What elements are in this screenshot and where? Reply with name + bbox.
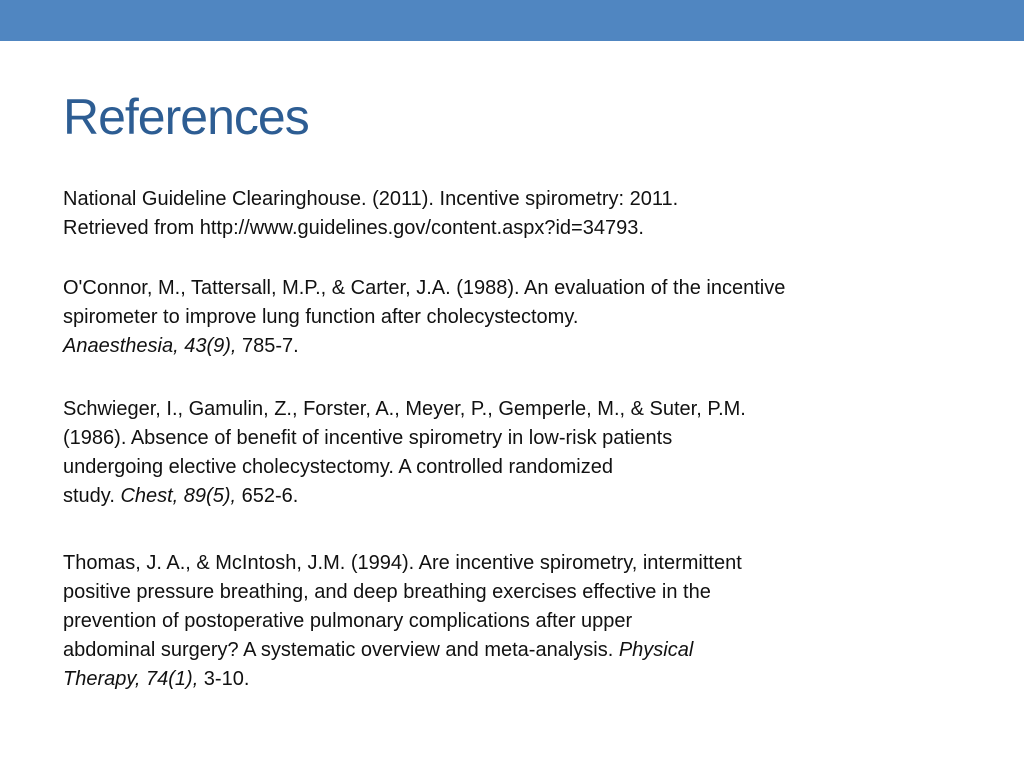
reference-line: Schwieger, I., Gamulin, Z., Forster, A., Meyer, P., Gemperle, M., & Suter, P.M.: [63, 398, 746, 420]
reference-line: [63, 332, 963, 361]
reference-line: prevention of postoperative pulmonary complications after upper: [63, 610, 633, 632]
reference-line: Thomas, J. A., & McIntosh, J.M. (1994). Are incentive spirometry, intermittent: [63, 552, 742, 574]
reference-line: spirometer to improve lung function after cholecystectomy.: [63, 306, 579, 328]
journal-title: Anaesthesia, 43(9),: [63, 335, 237, 357]
journal-title: Physical: [618, 639, 694, 661]
reference-text: abdominal surgery? A systematic overview and meta-analysis.: [63, 639, 619, 661]
reference-entry: [63, 549, 963, 694]
reference-entry: [63, 274, 963, 361]
journal-title: Chest, 89(5),: [120, 485, 237, 507]
reference-line: (1986). Absence of benefit of incentive spirometry in low-risk patients: [63, 427, 673, 449]
page-range: 3-10.: [198, 668, 250, 690]
reference-line: [63, 482, 963, 511]
reference-line: [63, 665, 963, 694]
reference-list: [63, 185, 963, 725]
page-range: 785-7.: [236, 335, 299, 357]
reference-line: positive pressure breathing, and deep breathing exercises effective in the: [63, 581, 711, 603]
reference-line: National Guideline Clearinghouse. (2011). Incentive spirometry: 2011.: [63, 188, 679, 210]
reference-text: study.: [63, 485, 121, 507]
reference-entry: [63, 185, 963, 243]
page-range: 652-6.: [236, 485, 299, 507]
reference-line: undergoing elective cholecystectomy. A controlled randomized: [63, 456, 613, 478]
slide-title: References: [63, 89, 309, 145]
journal-title: Therapy, 74(1),: [63, 668, 199, 690]
top-accent-bar: [0, 0, 1024, 41]
reference-line: [63, 636, 963, 665]
reference-line: Retrieved from http://www.guidelines.gov/content.aspx?id=34793.: [63, 217, 644, 239]
reference-line: O'Connor, M., Tattersall, M.P., & Carter, J.A. (1988). An evaluation of the incentive: [63, 277, 786, 299]
reference-entry: [63, 395, 963, 511]
